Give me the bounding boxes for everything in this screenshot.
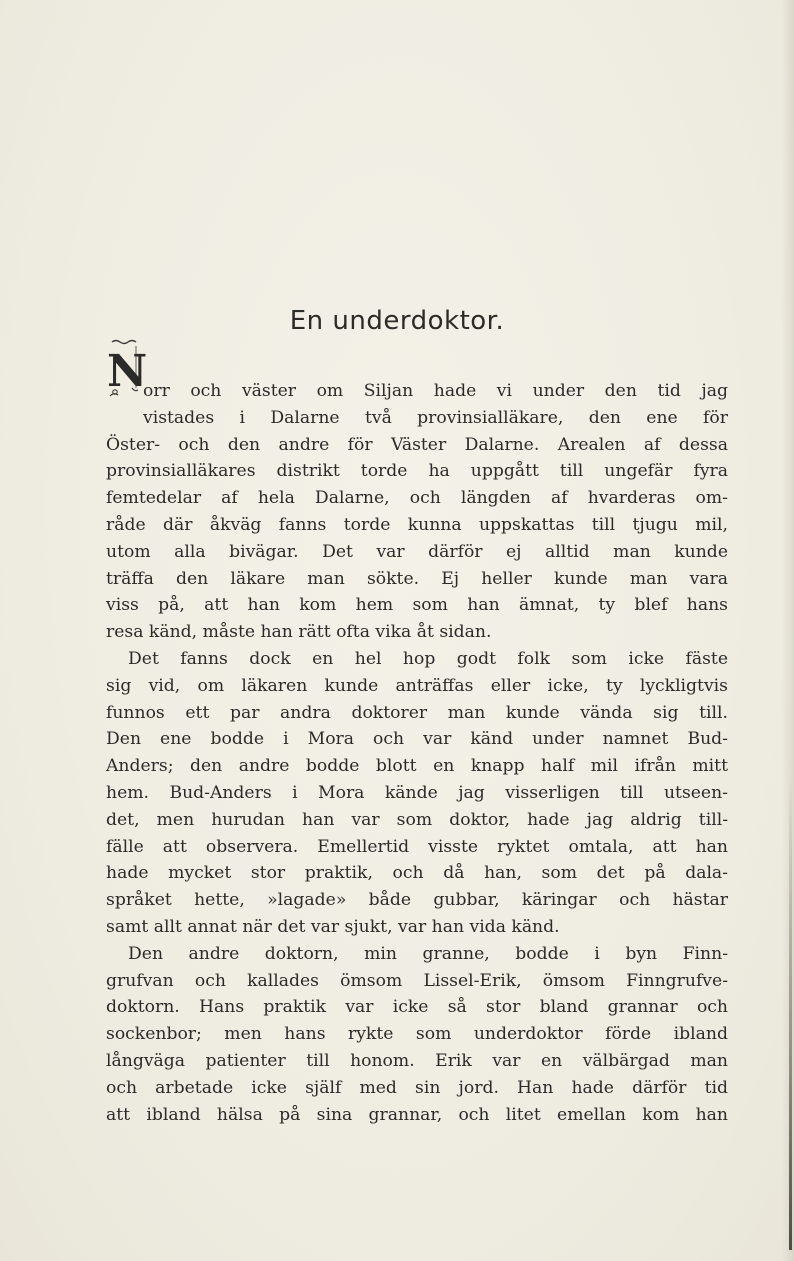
text-line: provinsialläkares distrikt torde ha uppgått till ungefär fyra bbox=[106, 461, 728, 482]
text-line: resa känd, måste han rätt ofta vika åt sidan. bbox=[106, 622, 492, 643]
text-line: samt allt annat när det var sjukt, var han vida känd. bbox=[106, 916, 560, 937]
text-line: Den andre doktorn, min granne, bodde i byn Finn- bbox=[128, 943, 728, 964]
text-line: doktorn. Hans praktik var icke så stor bland grannar och bbox=[106, 997, 728, 1018]
page-edge-shadow bbox=[782, 0, 794, 1261]
text-line: femtedelar af hela Dalarne, och längden af hvarderas om- bbox=[106, 488, 728, 509]
body-text bbox=[106, 378, 728, 1128]
text-line: vistades i Dalarne två provinsialläkare, den ene för bbox=[143, 407, 728, 428]
text-line: och arbetade icke själf med sin jord. Han hade därför tid bbox=[106, 1077, 728, 1098]
text-line: språket hette, »lagade» både gubbar, käringar och hästar bbox=[106, 890, 728, 911]
text-line: Den ene bodde i Mora och var känd under namnet Bud- bbox=[106, 729, 728, 750]
text-line: orr och väster om Siljan hade vi under den tid jag bbox=[143, 381, 728, 401]
text-line: utom alla bivägar. Det var därför ej alltid man kunde bbox=[106, 541, 728, 562]
text-line: hem. Bud-Anders i Mora kände jag visserligen till utseen- bbox=[106, 782, 728, 803]
text-line: hade mycket stor praktik, och då han, som det på dala- bbox=[106, 863, 728, 884]
page-edge-line bbox=[789, 780, 792, 1250]
text-line: långväga patienter till honom. Erik var en välbärgad man bbox=[106, 1050, 728, 1071]
text-line: Det fanns dock en hel hop godt folk som icke fäste bbox=[128, 648, 728, 669]
chapter-title: En underdoktor. bbox=[289, 306, 505, 336]
text-line: viss på, att han kom hem som han ämnat, ty blef hans bbox=[106, 595, 728, 616]
text-line: funnos ett par andra doktorer man kunde vända sig till. bbox=[106, 702, 728, 723]
text-line: Öster- och den andre för Väster Dalarne. Arealen af dessa bbox=[106, 434, 728, 455]
text-line: fälle att observera. Emellertid visste ryktet omtala, att han bbox=[106, 836, 728, 857]
text-line: sig vid, om läkaren kunde anträffas eller icke, ty lyckligtvis bbox=[106, 675, 728, 696]
text-line: träffa den läkare man sökte. Ej heller kunde man vara bbox=[106, 568, 728, 589]
text-line: grufvan och kallades ömsom Lissel-Erik, ömsom Finngrufve- bbox=[106, 970, 728, 991]
text-line: det, men hurudan han var som doktor, hade jag aldrig till- bbox=[106, 809, 728, 830]
text-line: Anders; den andre bodde blott en knapp half mil ifrån mitt bbox=[106, 756, 728, 777]
text-line: att ibland hälsa på sina grannar, och litet emellan kom han bbox=[106, 1104, 728, 1125]
text-line: råde där åkväg fanns torde kunna uppskattas till tjugu mil, bbox=[106, 514, 728, 535]
text-line: sockenbor; men hans rykte som underdoktor förde ibland bbox=[106, 1024, 728, 1045]
dropcap-letter: N bbox=[107, 346, 148, 397]
